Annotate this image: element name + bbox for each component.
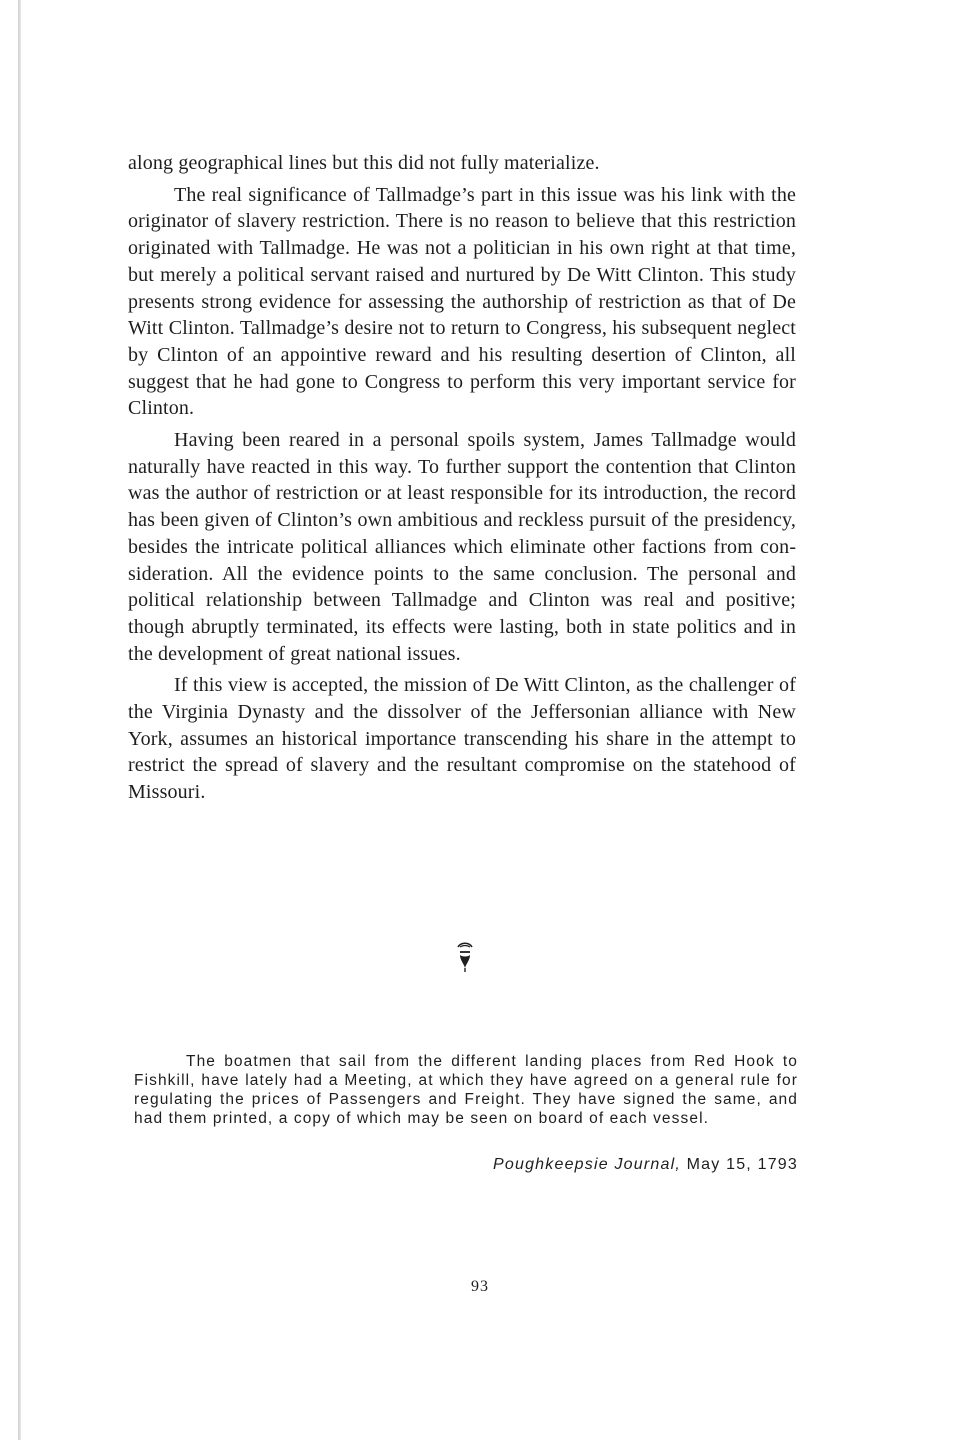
period-quotation [134,1052,798,1128]
citation-source-title: Poughkeepsie Journal, [493,1156,681,1173]
page-number: 93 [471,1278,489,1295]
citation-date: May 15, 1793 [686,1156,798,1173]
paragraph-3: Having been reared in a personal spoils system, James Tallmadge would naturally have reacted in this way. To further support the contention that Clinton was the author of restriction or at least responsible for its introduction, the record has been given of Clinton’s own ambitious and reckless pursuit of the presidency, besides the intricate political alliances which eliminate other factions from consideration. All the evidence points to the same conclusion. The personal and political relationship between Tallmadge and Clinton was real and positive; though abruptly terminated, its effects were lasting, both in state politics and in the development of great national issues. [128,429,796,665]
paragraph-4: If this view is accepted, the mission of De Witt Clinton, as the challenger of the Virginia Dynasty and the dissolver of the Jeffersonian alliance with New York, assumes an historical importance transcending his share in the attempt to restrict the spread of slavery and the resultant compromise on the statehood of Missouri. [128,674,796,804]
paragraph-2: The real significance of Tallmadge’s part in this issue was his link with the originator of slavery restriction. There is no reason to believe that this restriction originated with Tallmadge. He was not a politician in his own right at that time, but merely a political servant raised and nurtured by De Witt Clinton. This study presents strong evidence for assessing the authorship of restriction as that of De Witt Clinton. Tallmadge’s desire not to return to Congress, his subsequent neglect by Clinton of an appointive reward and his resulting desertion of Clinton, all suggest that he had gone to Congress to perform this very important service for Clinton. [128,183,796,420]
scan-gutter-edge [18,0,21,1440]
quotation-text: The boatmen that sail from the different landing places from Red Hook to Fishkill, have lately had a Meeting, at which they have agreed on a general rule for regulating the prices of Passengers and Freight. They have signed the same, and had them printed, a copy of which may be seen on board of each vessel. [134,1053,798,1127]
quotation-citation [493,1156,798,1174]
fleuron-ornament-icon [452,940,478,974]
body-text [128,150,796,811]
paragraph-1: along geographical lines but this did not fully materialize. [128,152,600,174]
